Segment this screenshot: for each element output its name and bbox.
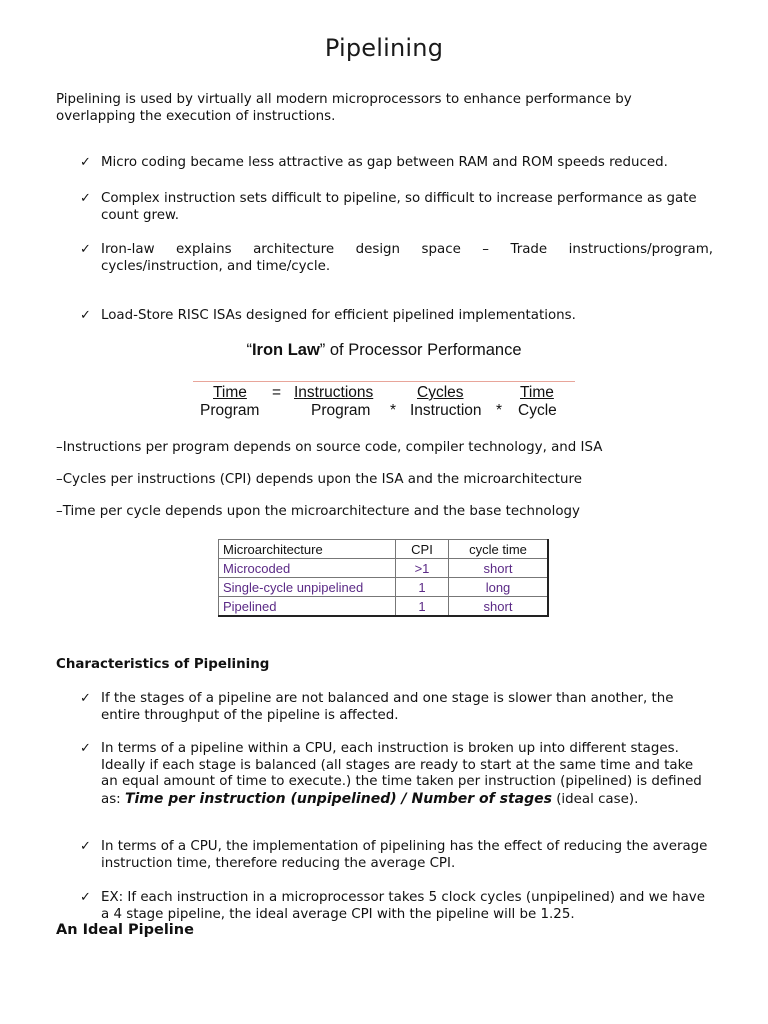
bullet-iron-law: Iron-law explains architecture design space – Trade instructions/program, cycles/instruction, and time/cycle. xyxy=(101,242,713,274)
divider-line xyxy=(193,381,575,382)
characteristics-heading: Characteristics of Pipelining xyxy=(56,657,270,672)
table-cell: short xyxy=(449,597,549,617)
eq-times: * xyxy=(390,402,397,419)
check-icon: ✓ xyxy=(80,191,91,206)
table-row xyxy=(219,597,549,617)
eq-time-2: Time xyxy=(520,384,554,401)
eq-cycles: Cycles xyxy=(417,384,464,401)
table-header-cell: cycle time xyxy=(449,540,549,559)
eq-instruction: Instruction xyxy=(410,402,482,419)
table-row xyxy=(219,578,549,597)
check-icon: ✓ xyxy=(80,155,91,170)
table-cell: >1 xyxy=(396,559,449,578)
table-cell: short xyxy=(449,559,549,578)
check-icon: ✓ xyxy=(80,741,91,756)
check-icon: ✓ xyxy=(80,890,91,905)
eq-program: Program xyxy=(200,402,260,419)
intro-paragraph: Pipelining is used by virtually all modern microprocessors to enhance performance by overlapping the execution of instructions. xyxy=(56,92,632,124)
dash-time-per-cycle: –Time per cycle depends upon the microarchitecture and the base technology xyxy=(56,504,580,519)
table-header-row xyxy=(219,540,549,559)
table-cell: long xyxy=(449,578,549,597)
dash-cycles-per-instruction: –Cycles per instructions (CPI) depends upon the ISA and the microarchitecture xyxy=(56,472,582,487)
bullet-micro-coding: Micro coding became less attractive as gap between RAM and ROM speeds reduced. xyxy=(101,155,668,170)
table-row xyxy=(219,559,549,578)
page-title: Pipelining xyxy=(324,34,444,62)
table-cell: 1 xyxy=(396,578,449,597)
table-cell: Pipelined xyxy=(219,597,396,617)
ideal-pipeline-heading: An Ideal Pipeline xyxy=(56,922,194,938)
bullet-complex-isa: Complex instruction sets difficult to pipeline, so difficult to increase performance as gate count grew. xyxy=(101,191,697,223)
bullet-unbalanced-stages: If the stages of a pipeline are not balanced and one stage is slower than another, the entire throughput of the pipeline is affected. xyxy=(101,691,674,723)
microarchitecture-table xyxy=(218,539,549,617)
eq-instructions: Instructions xyxy=(294,384,374,401)
check-icon: ✓ xyxy=(80,308,91,323)
bullet-example: EX: If each instruction in a microprocessor takes 5 clock cycles (unpipelined) and we have a 4 stage pipeline, the ideal average CPI with the pipeline will be 1.25. xyxy=(101,890,705,922)
iron-law-title: “Iron Law” of Processor Performance xyxy=(246,341,522,359)
dash-instructions-per-program: –Instructions per program depends on source code, compiler technology, and ISA xyxy=(56,440,603,455)
table-cell: Microcoded xyxy=(219,559,396,578)
check-icon: ✓ xyxy=(80,242,91,257)
check-icon: ✓ xyxy=(80,691,91,706)
eq-program-2: Program xyxy=(311,402,371,419)
table-cell: Single-cycle unpipelined xyxy=(219,578,396,597)
bullet-load-store: Load-Store RISC ISAs designed for efficient pipelined implementations. xyxy=(101,308,576,323)
eq-equals: = xyxy=(272,384,282,401)
table-cell: 1 xyxy=(396,597,449,617)
eq-time: Time xyxy=(213,384,247,401)
check-icon: ✓ xyxy=(80,839,91,854)
bullet-stages-definition: In terms of a pipeline within a CPU, each instruction is broken up into different stages. Ideally if each stage is balanced (all stages are ready to start at the same time and take an equal amount of time to execute.) the time taken per instruction (pipelined) is defined as: Time per instruction (unpipelined) / Number of stages (ideal case). xyxy=(101,741,702,807)
eq-times-2: * xyxy=(496,402,503,419)
eq-cycle: Cycle xyxy=(518,402,557,419)
table-header-cell: CPI xyxy=(396,540,449,559)
table-header-cell: Microarchitecture xyxy=(219,540,396,559)
bullet-reduced-cpi: In terms of a CPU, the implementation of pipelining has the effect of reducing the average instruction time, therefore reducing the average CPI. xyxy=(101,839,708,871)
